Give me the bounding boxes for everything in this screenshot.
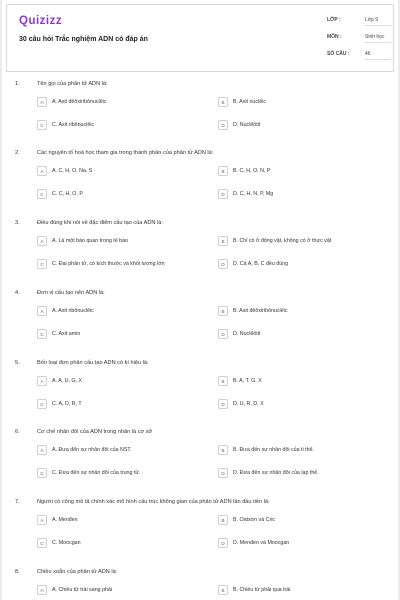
question-text: Bốn loại đơn phân cấu tạo ADN có kí hiệu là: (37, 360, 149, 366)
option-a[interactable] (37, 165, 92, 177)
option-b[interactable] (218, 305, 287, 317)
option-c[interactable] (37, 328, 80, 340)
option-text: A. Axit ribônuclêic (52, 308, 94, 314)
question-8 (2, 569, 398, 600)
option-d[interactable] (218, 537, 289, 549)
meta-underline (365, 42, 391, 43)
option-d[interactable] (218, 258, 288, 270)
option-b[interactable] (218, 375, 262, 387)
option-a[interactable] (37, 375, 82, 387)
question-number: 4. (15, 290, 20, 296)
question-1 (2, 81, 398, 151)
option-text: D. Cả A, B, C đều đúng (233, 261, 289, 267)
option-text: A. Axit đêôxiribônuclêic (52, 99, 107, 105)
option-c[interactable] (37, 258, 165, 270)
worksheet-title: 30 câu hỏi Trắc nghiệm ADN có đáp án (19, 36, 148, 43)
option-letter: A (37, 585, 47, 595)
option-letter: C (37, 189, 47, 199)
option-letter: A (37, 236, 47, 246)
option-letter: A (37, 166, 47, 176)
option-text: B. Chiều từ phải qua trái (233, 587, 291, 593)
option-text: A. A, U, G, X (52, 378, 83, 384)
option-letter: B (218, 166, 228, 176)
option-c[interactable] (37, 537, 81, 549)
question-2 (2, 150, 398, 220)
option-text: B. C, H, O, N, P (233, 168, 271, 174)
option-text: C. A, D, R, T (52, 401, 82, 407)
question-3 (2, 220, 398, 290)
option-text: C. Đại phân tử, có kích thước và khối lượng lớn (52, 261, 165, 267)
question-text: Chiều xoắn của phân tử ADN là: (37, 569, 118, 575)
question-number: 6. (15, 429, 20, 435)
option-text: B. Axit đêôxiribônuclêic (233, 308, 288, 314)
option-d[interactable] (218, 328, 260, 340)
question-6 (2, 429, 398, 499)
option-letter: A (37, 376, 47, 386)
worksheet-page (2, 0, 398, 600)
option-letter: D (218, 538, 228, 548)
option-letter: B (218, 236, 228, 246)
option-letter: C (37, 259, 47, 269)
option-letter: D (218, 189, 228, 199)
option-text: A. C, H, O, Na, S (52, 168, 93, 174)
option-letter: A (37, 515, 47, 525)
question-number: 8. (15, 569, 20, 575)
option-letter: B (218, 306, 228, 316)
option-letter: A (37, 97, 47, 107)
option-letter: C (37, 329, 47, 339)
question-number: 7. (15, 499, 20, 505)
question-text: Người có công mô tả chính xác mô hình cấu trúc không gian của phân tử ADN lần đầu tiên là: (37, 499, 270, 505)
option-d[interactable] (218, 467, 319, 479)
option-letter: B (218, 376, 228, 386)
option-text: C. Axit ribônuclêic (52, 122, 95, 128)
worksheet-header (6, 4, 394, 72)
option-a[interactable] (37, 235, 128, 247)
quizizz-logo: Quizizz (19, 15, 63, 27)
option-letter: B (218, 97, 228, 107)
option-d[interactable] (218, 398, 264, 410)
option-a[interactable] (37, 514, 78, 526)
option-text: D. U, R, D, X (233, 401, 264, 407)
option-letter: D (218, 399, 228, 409)
option-text: C. Moocgan (52, 540, 81, 546)
option-a[interactable] (37, 444, 132, 456)
question-number: 2. (15, 150, 20, 156)
meta-underline (365, 59, 391, 60)
meta-value: Sinh học (365, 34, 385, 40)
option-letter: A (37, 445, 47, 455)
question-text: Cơ chế nhân đôi của ADN trong nhân là cơ sở (37, 429, 153, 435)
question-5 (2, 360, 398, 430)
option-letter: D (218, 120, 228, 130)
option-text: A. Là một bào quan trong tế bào (52, 238, 128, 244)
option-letter: D (218, 259, 228, 269)
option-c[interactable] (37, 188, 83, 200)
option-b[interactable] (218, 444, 314, 456)
option-text: C. C, H, O, P (52, 191, 83, 197)
option-d[interactable] (218, 188, 273, 200)
option-a[interactable] (37, 305, 94, 317)
option-letter: C (37, 399, 47, 409)
option-a[interactable] (37, 584, 112, 596)
question-number: 5. (15, 360, 20, 366)
option-text: D. Đưa đến sự nhân đôi của lạp thể. (233, 470, 319, 476)
question-4 (2, 290, 398, 360)
option-letter: C (37, 120, 47, 130)
option-b[interactable] (218, 584, 290, 596)
meta-label: SỐ CÂU : (327, 51, 350, 57)
option-c[interactable] (37, 467, 140, 479)
option-text: D. Nuclêôtit (233, 331, 261, 337)
option-b[interactable] (218, 235, 331, 247)
option-text: D. C, H, N, P, Mg (233, 191, 274, 197)
meta-value: 46 (365, 51, 371, 57)
question-number: 3. (15, 220, 20, 226)
option-a[interactable] (37, 96, 106, 108)
option-text: B. Axit nuclêic (233, 99, 266, 105)
meta-underline (365, 25, 391, 26)
option-letter: C (37, 468, 47, 478)
option-b[interactable] (218, 96, 266, 108)
question-text: Các nguyên tố hoá học tham gia trong thành phần của phân tử ADN là: (37, 150, 214, 156)
option-text: B. Chỉ có ở động vật, không có ở thực vật (233, 238, 332, 244)
option-text: A. Đưa đến sự nhân đôi của NST. (52, 447, 132, 453)
option-b[interactable] (218, 165, 270, 177)
question-7 (2, 499, 398, 569)
option-b[interactable] (218, 514, 275, 526)
option-text: D. Nuclêôtit (233, 122, 261, 128)
option-text: D. Menđen và Moocgan (233, 540, 290, 546)
option-text: B. A, T, G, X (233, 378, 262, 384)
option-letter: D (218, 468, 228, 478)
question-text: Điều đúng khi nói về đặc điểm cấu tạo của ADN là: (37, 220, 163, 226)
option-text: C. Axit amin (52, 331, 81, 337)
question-text: Đơn vị cấu tạo nên ADN là: (37, 290, 105, 296)
option-text: B. Oatxơn và Cric (233, 517, 276, 523)
option-letter: C (37, 538, 47, 548)
question-number: 1. (15, 81, 20, 87)
option-d[interactable] (218, 119, 260, 131)
option-letter: B (218, 585, 228, 595)
meta-value: Lớp 9 (365, 17, 379, 23)
option-letter: D (218, 329, 228, 339)
option-letter: B (218, 515, 228, 525)
option-text: A. Chiều từ trái sang phải (52, 587, 113, 593)
option-c[interactable] (37, 119, 94, 131)
meta-label: LỚP : (327, 17, 341, 23)
option-text: C. Đưa đến sự nhân đôi của trung tử. (52, 470, 141, 476)
option-c[interactable] (37, 398, 82, 410)
question-text: Tên gọi của phân tử ADN là: (37, 81, 108, 87)
option-text: B. Đưa đến sự nhân đôi của ti thể. (233, 447, 315, 453)
meta-label: MÔN : (327, 34, 342, 40)
option-text: A. Menđen (52, 517, 78, 523)
option-letter: B (218, 445, 228, 455)
option-letter: A (37, 306, 47, 316)
